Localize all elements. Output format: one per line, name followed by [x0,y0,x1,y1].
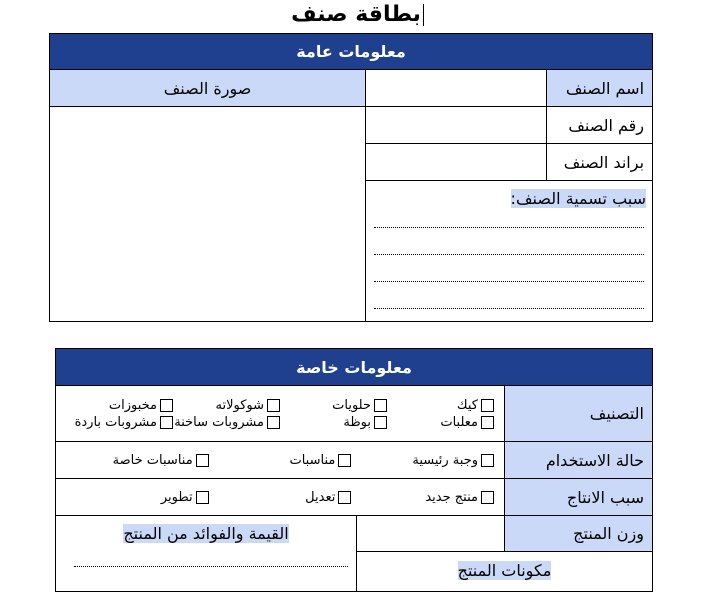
checkbox-icon[interactable] [481,416,494,429]
item-number-field[interactable] [366,107,547,144]
checkbox-icon[interactable] [338,454,351,467]
item-image-label: صورة الصنف [50,70,366,107]
checkbox-icon[interactable] [374,416,387,429]
option-development[interactable]: تطوير [66,490,209,505]
usage-options [56,442,505,479]
checkbox-icon[interactable] [481,454,494,467]
item-brand-label: براند الصنف [547,144,653,181]
weight-label: وزن المنتج [505,516,653,552]
naming-reason-lines [366,226,652,309]
checkbox-icon[interactable] [196,454,209,467]
special-info-header: معلومات خاصة [56,349,653,386]
value-line [74,565,348,567]
option-sweets[interactable]: حلويات [280,398,387,413]
checkbox-icon[interactable] [160,416,173,429]
option-bakery[interactable]: مخبوزات [66,398,173,413]
option-hot-drinks[interactable]: مشروبات ساخنة [173,415,280,430]
checkbox-icon[interactable] [374,399,387,412]
option-ice-cream[interactable]: بوظة [280,415,387,430]
item-name-field[interactable] [366,70,547,107]
value-label: القيمة والفوائد من المنتج [123,524,289,543]
classification-options [56,386,505,442]
option-chocolate[interactable]: شوكولاته [173,398,280,413]
general-info-table [49,33,653,322]
classification-label: التصنيف [505,386,653,442]
item-number-label: رقم الصنف [547,107,653,144]
option-cake[interactable]: كيك [387,398,494,413]
option-special-occasions[interactable]: مناسبات خاصة [66,453,209,468]
usage-label: حالة الاستخدام [505,442,653,479]
checkbox-icon[interactable] [481,491,494,504]
option-new-product[interactable]: منتج جديد [351,490,494,505]
checkbox-icon[interactable] [196,491,209,504]
page-title-text: بطاقة صنف [291,2,421,27]
special-info-table [55,348,653,592]
page-title [0,0,715,30]
weight-field[interactable] [357,516,505,552]
production-options [56,479,505,516]
option-occasions[interactable]: مناسبات [209,453,352,468]
item-brand-field[interactable] [366,144,547,181]
production-reason-label: سبب الانتاج [505,479,653,516]
value-cell[interactable] [56,516,357,592]
ingredients-cell[interactable] [357,552,653,592]
option-modification[interactable]: تعديل [209,490,352,505]
checkbox-icon[interactable] [481,399,494,412]
naming-reason-label: سبب تسمية الصنف: [510,189,647,208]
checkbox-icon[interactable] [338,491,351,504]
checkbox-icon[interactable] [267,399,280,412]
naming-reason-cell[interactable] [366,181,653,322]
item-image-area[interactable] [50,107,366,322]
text-cursor [423,4,424,26]
option-canned[interactable]: معلبات [387,415,494,430]
checkbox-icon[interactable] [267,416,280,429]
ingredients-label: مكونات المنتج [457,561,552,580]
option-main-meal[interactable]: وجبة رئيسية [351,453,494,468]
item-name-label: اسم الصنف [547,70,653,107]
general-info-header: معلومات عامة [50,34,653,70]
option-cold-drinks[interactable]: مشروبات باردة [66,415,173,430]
checkbox-icon[interactable] [160,399,173,412]
